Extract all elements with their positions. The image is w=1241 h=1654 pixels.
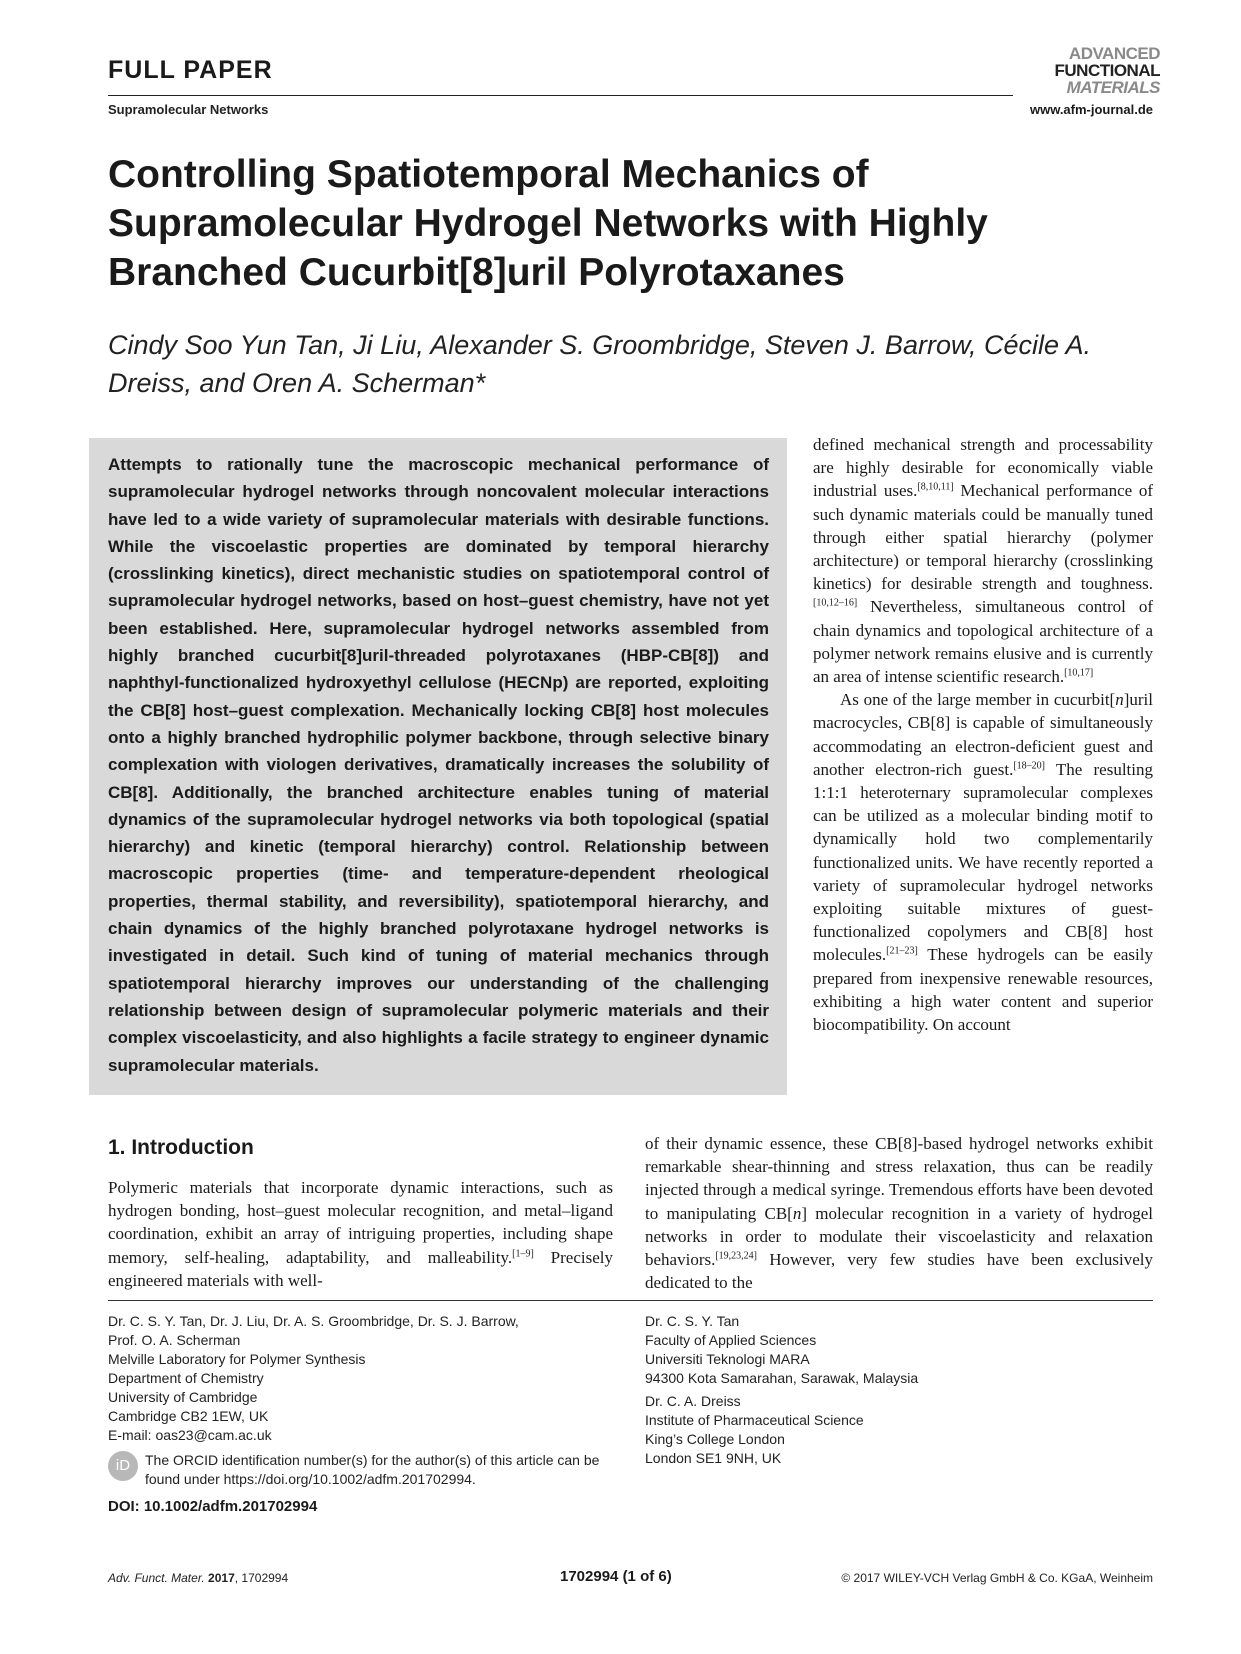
affiliation-line: London SE1 9NH, UK bbox=[645, 1450, 782, 1466]
affiliation-left bbox=[108, 1312, 608, 1445]
text-run: However, very few studies have been exclusively dedicated to the bbox=[645, 1250, 1153, 1293]
footnote-rule bbox=[108, 1300, 1153, 1301]
author-list: Cindy Soo Yun Tan, Ji Liu, Alexander S. Groombridge, Steven J. Barrow, Cécile A. Dreiss, and Oren A. Scherman* bbox=[108, 330, 1092, 398]
affiliation-line: Department of Chemistry bbox=[108, 1370, 264, 1386]
section-label: FULL PAPER bbox=[108, 56, 273, 84]
affiliation-line: King’s College London bbox=[645, 1431, 785, 1447]
text-run: Mechanical performance of such dynamic materials could be manually tuned through either spatial hierarchy (polymer architecture) or temporal hierarchy (crosslinking kinetics) for desirable strength and toughness. bbox=[813, 481, 1153, 594]
article-number: , 1702994 bbox=[234, 1571, 289, 1585]
affiliation-line: Universiti Teknologi MARA bbox=[645, 1351, 810, 1367]
orcid-icon: iD bbox=[108, 1451, 138, 1481]
text-italic: n bbox=[1115, 690, 1124, 710]
affiliation-line: Faculty of Applied Sciences bbox=[645, 1332, 817, 1348]
citation-ref[interactable]: [1–9] bbox=[512, 1247, 534, 1259]
affiliation-line: Cambridge CB2 1EW, UK bbox=[108, 1408, 269, 1424]
affiliation-line: Dr. C. S. Y. Tan, Dr. J. Liu, Dr. A. S. Groombridge, Dr. S. J. Barrow, bbox=[108, 1313, 519, 1329]
text-run: ]uril macrocycles, CB[8] is capable of simultaneously accommodating an electron-deficient guest and another electron-rich guest. bbox=[813, 690, 1153, 779]
citation-ref[interactable]: [8,10,11] bbox=[917, 481, 954, 493]
text-run: As one of the large member in cucurbit[ bbox=[840, 690, 1116, 710]
affiliation-line: Melville Laboratory for Polymer Synthesis bbox=[108, 1351, 366, 1367]
affiliation-right bbox=[645, 1312, 1145, 1468]
citation-ref[interactable]: [19,23,24] bbox=[715, 1250, 758, 1262]
affiliation-line: University of Cambridge bbox=[108, 1389, 258, 1405]
text-run: Nevertheless, simultaneous control of chain dynamics and topological architecture of a polymer network remains elusive and is currently an area of intense scientific research. bbox=[813, 597, 1153, 687]
text-run: of their dynamic essence, these CB[8]-based hydrogel networks exhibit remarkable shear-thinning and stress relaxation, thus can be readily injected through a medical syringe. Tremendous efforts have been devoted to manipulating CB[ bbox=[645, 1134, 1153, 1223]
text-run: ] molecular recognition in a variety of hydrogel networks in order to modulate their viscoelasticity and relaxation behaviors. bbox=[645, 1203, 1153, 1270]
citation-ref[interactable]: [18–20] bbox=[1013, 760, 1045, 772]
article-title: Controlling Spatiotemporal Mechanics of Supramolecular Hydrogel Networks with Highly Branched Cucurbit[8]uril Polyrotaxanes bbox=[108, 153, 988, 294]
header-rule bbox=[108, 95, 1013, 96]
affiliation-line: Dr. C. A. Dreiss bbox=[645, 1393, 741, 1409]
paragraph bbox=[813, 433, 1153, 688]
text-run: The resulting 1:1:1 heteroternary supramolecular complexes can be utilized as a molecular binding motif to dynamically hold two complementarily functionalized units. We have recently reported a variety of supramolecular hydrogel networks exploiting suitable mixtures of guest-functionalized copolymers and CB[8] host molecules. bbox=[813, 759, 1153, 965]
affiliation-line: Prof. O. A. Scherman bbox=[108, 1332, 241, 1348]
citation-ref[interactable]: [21–23] bbox=[886, 945, 918, 957]
affiliation-line: 94300 Kota Samarahan, Sarawak, Malaysia bbox=[645, 1370, 919, 1386]
intro-paragraph bbox=[108, 1176, 613, 1292]
affiliation-line: Dr. C. S. Y. Tan bbox=[645, 1313, 740, 1329]
text-run: Polymeric materials that incorporate dynamic interactions, such as hydrogen bonding, host–guest molecular recognition, and metal–ligand coordination, exhibit an array of intriguing properties, including shape memory, self-healing, adaptability, and malleability. bbox=[108, 1178, 613, 1267]
doi-label[interactable]: DOI: 10.1002/adfm.201702994 bbox=[108, 1498, 318, 1515]
section-subtitle: Supramolecular Networks bbox=[108, 102, 269, 117]
logo-line-3: MATERIALS bbox=[1066, 78, 1160, 97]
page-number: 1702994 (1 of 6) bbox=[560, 1568, 672, 1585]
logo-line-2: FUNCTIONAL bbox=[1054, 61, 1160, 80]
section-heading: 1. Introduction bbox=[108, 1136, 254, 1159]
copyright: © 2017 WILEY-VCH Verlag GmbH & Co. KGaA, Weinheim bbox=[841, 1571, 1153, 1585]
text-run: These hydrogels can be easily prepared from inexpensive renewable resources, exhibiting a high water content and superior biocompatibility. On account bbox=[813, 945, 1153, 1035]
orcid-note: The ORCID identification number(s) for the author(s) of this article can be found under https://doi.org/10.1002/adfm.201702994. bbox=[145, 1452, 600, 1487]
text-italic: n bbox=[792, 1203, 802, 1223]
citation-year: 2017 bbox=[208, 1571, 235, 1585]
journal-abbrev: Adv. Funct. Mater. bbox=[108, 1571, 205, 1585]
citation-ref[interactable]: [10,12–16] bbox=[813, 597, 858, 609]
affiliation-line: Institute of Pharmaceutical Science bbox=[645, 1412, 864, 1428]
email-link[interactable]: E-mail: oas23@cam.ac.uk bbox=[108, 1427, 272, 1443]
journal-logo bbox=[1020, 45, 1160, 96]
right-column-lower bbox=[645, 1132, 1153, 1294]
text-run: Precisely engineered materials with well- bbox=[108, 1247, 613, 1290]
journal-citation bbox=[108, 1571, 288, 1585]
right-column-upper bbox=[813, 433, 1153, 1036]
citation-ref[interactable]: [10,17] bbox=[1064, 667, 1094, 679]
abstract-text: Attempts to rationally tune the macroscopic mechanical performance of supramolecular hydrogel networks through noncovalent molecular interactions have led to a wide variety of supramolecular materials with desirable functions. While the viscoelastic properties are dominated by temporal hierarchy (crosslinking kinetics), direct mechanistic studies on spatiotemporal control of supramolecular hydrogel networks, based on host–guest chemistry, have not yet been established. Here, supramolecular hydrogel networks assembled from highly branched cucurbit[8]uril-threaded polyrotaxanes (HBP-CB[8]) and naphthyl-functionalized hydroxyethyl cellulose (HECNp) are reported, exploiting the CB[8] host–guest complexation. Mechanically locking CB[8] host molecules onto a highly branched hydrophilic polymer backbone, through selective binary complexation with viologen derivatives, dramatically increases the solubility of CB[8]. Additionally, the branched architecture enables tuning of material dynamics of the supramolecular hydrogel networks via both topological (spatial hierarchy) and kinetic (temporal hierarchy) control. Relationship between macroscopic properties (time- and temperature-dependent rheological properties, thermal stability, and reversibility), spatiotemporal hierarchy, and chain dynamics of the highly branched polyrotaxane hydrogel networks is investigated in detail. Such kind of tuning of material mechanics through spatiotemporal hierarchy improves our understanding of the challenging relationship between design of supramolecular polymeric materials and their complex viscoelasticity, and also highlights a facile strategy to engineer dynamic supramolecular materials. bbox=[108, 455, 769, 1075]
paragraph bbox=[813, 688, 1153, 1036]
journal-url[interactable]: www.afm-journal.de bbox=[1029, 102, 1153, 117]
logo-line-1: ADVANCED bbox=[1068, 44, 1160, 63]
text-run: defined mechanical strength and processability are highly desirable for economically viable industrial uses. bbox=[813, 435, 1153, 501]
